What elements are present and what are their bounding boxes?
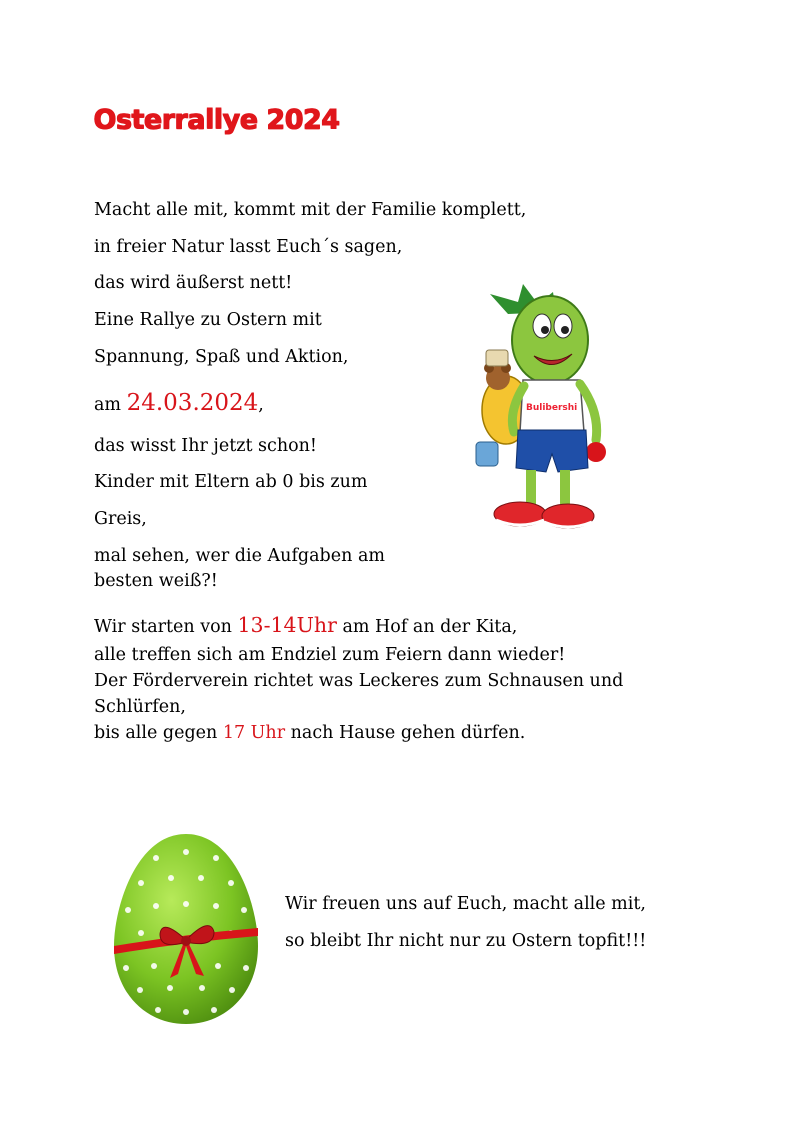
start-time: 13-14Uhr <box>237 613 337 637</box>
closing-line-1: Wir freuen uns auf Euch, macht alle mit, <box>285 894 646 914</box>
info-line-3: Der Förderverein richtet was Leckeres zum Schnausen und <box>94 671 624 691</box>
poem-line-7: das wisst Ihr jetzt schon! <box>94 436 317 456</box>
mascot-shorts <box>516 430 588 472</box>
poem-line-3: das wird äußerst nett! <box>94 273 293 293</box>
date-suffix: , <box>258 395 264 415</box>
date-prefix: am <box>94 395 127 415</box>
poem-line-4: Eine Rallye zu Ostern mit <box>94 310 322 330</box>
poem-line-5: Spannung, Spaß und Aktion, <box>94 347 349 367</box>
mascot-head <box>512 296 588 384</box>
start-prefix: Wir starten von <box>94 617 238 637</box>
event-date: 24.03.2024 <box>126 390 259 416</box>
poem-line-9: Greis, <box>94 509 147 529</box>
poem-line-8: Kinder mit Eltern ab 0 bis zum <box>94 472 368 492</box>
end-suffix: nach Hause gehen dürfen. <box>285 723 526 743</box>
info-line-2: alle treffen sich am Endziel zum Feiern dann wieder! <box>94 645 566 665</box>
bow-knot <box>181 936 191 946</box>
poem-line-2: in freier Natur lasst Euch´s sagen, <box>94 237 403 257</box>
info-line-1 <box>94 613 517 637</box>
page-title: Osterrallye 2024 <box>93 104 340 135</box>
paper-roll <box>486 350 508 366</box>
poem-line-11: besten weiß?! <box>94 571 218 591</box>
poem-line-1: Macht alle mit, kommt mit der Familie komplett, <box>94 200 527 220</box>
can <box>476 442 498 466</box>
easter-egg-illustration <box>106 828 266 1028</box>
end-prefix: bis alle gegen <box>94 723 223 743</box>
mascot-illustration <box>468 282 618 540</box>
poem-line-10: mal sehen, wer die Aufgaben am <box>94 546 385 566</box>
egg-shell <box>114 834 258 1024</box>
start-suffix: am Hof an der Kita, <box>336 617 518 637</box>
info-line-5 <box>94 723 525 743</box>
apple <box>586 442 606 462</box>
closing-line-2: so bleibt Ihr nicht nur zu Ostern topfit!!! <box>285 931 647 951</box>
end-time: 17 Uhr <box>222 723 286 743</box>
info-line-4: Schlürfen, <box>94 697 186 717</box>
poem-line-date <box>94 390 264 416</box>
shirt-label: Bulibershi <box>526 403 578 413</box>
